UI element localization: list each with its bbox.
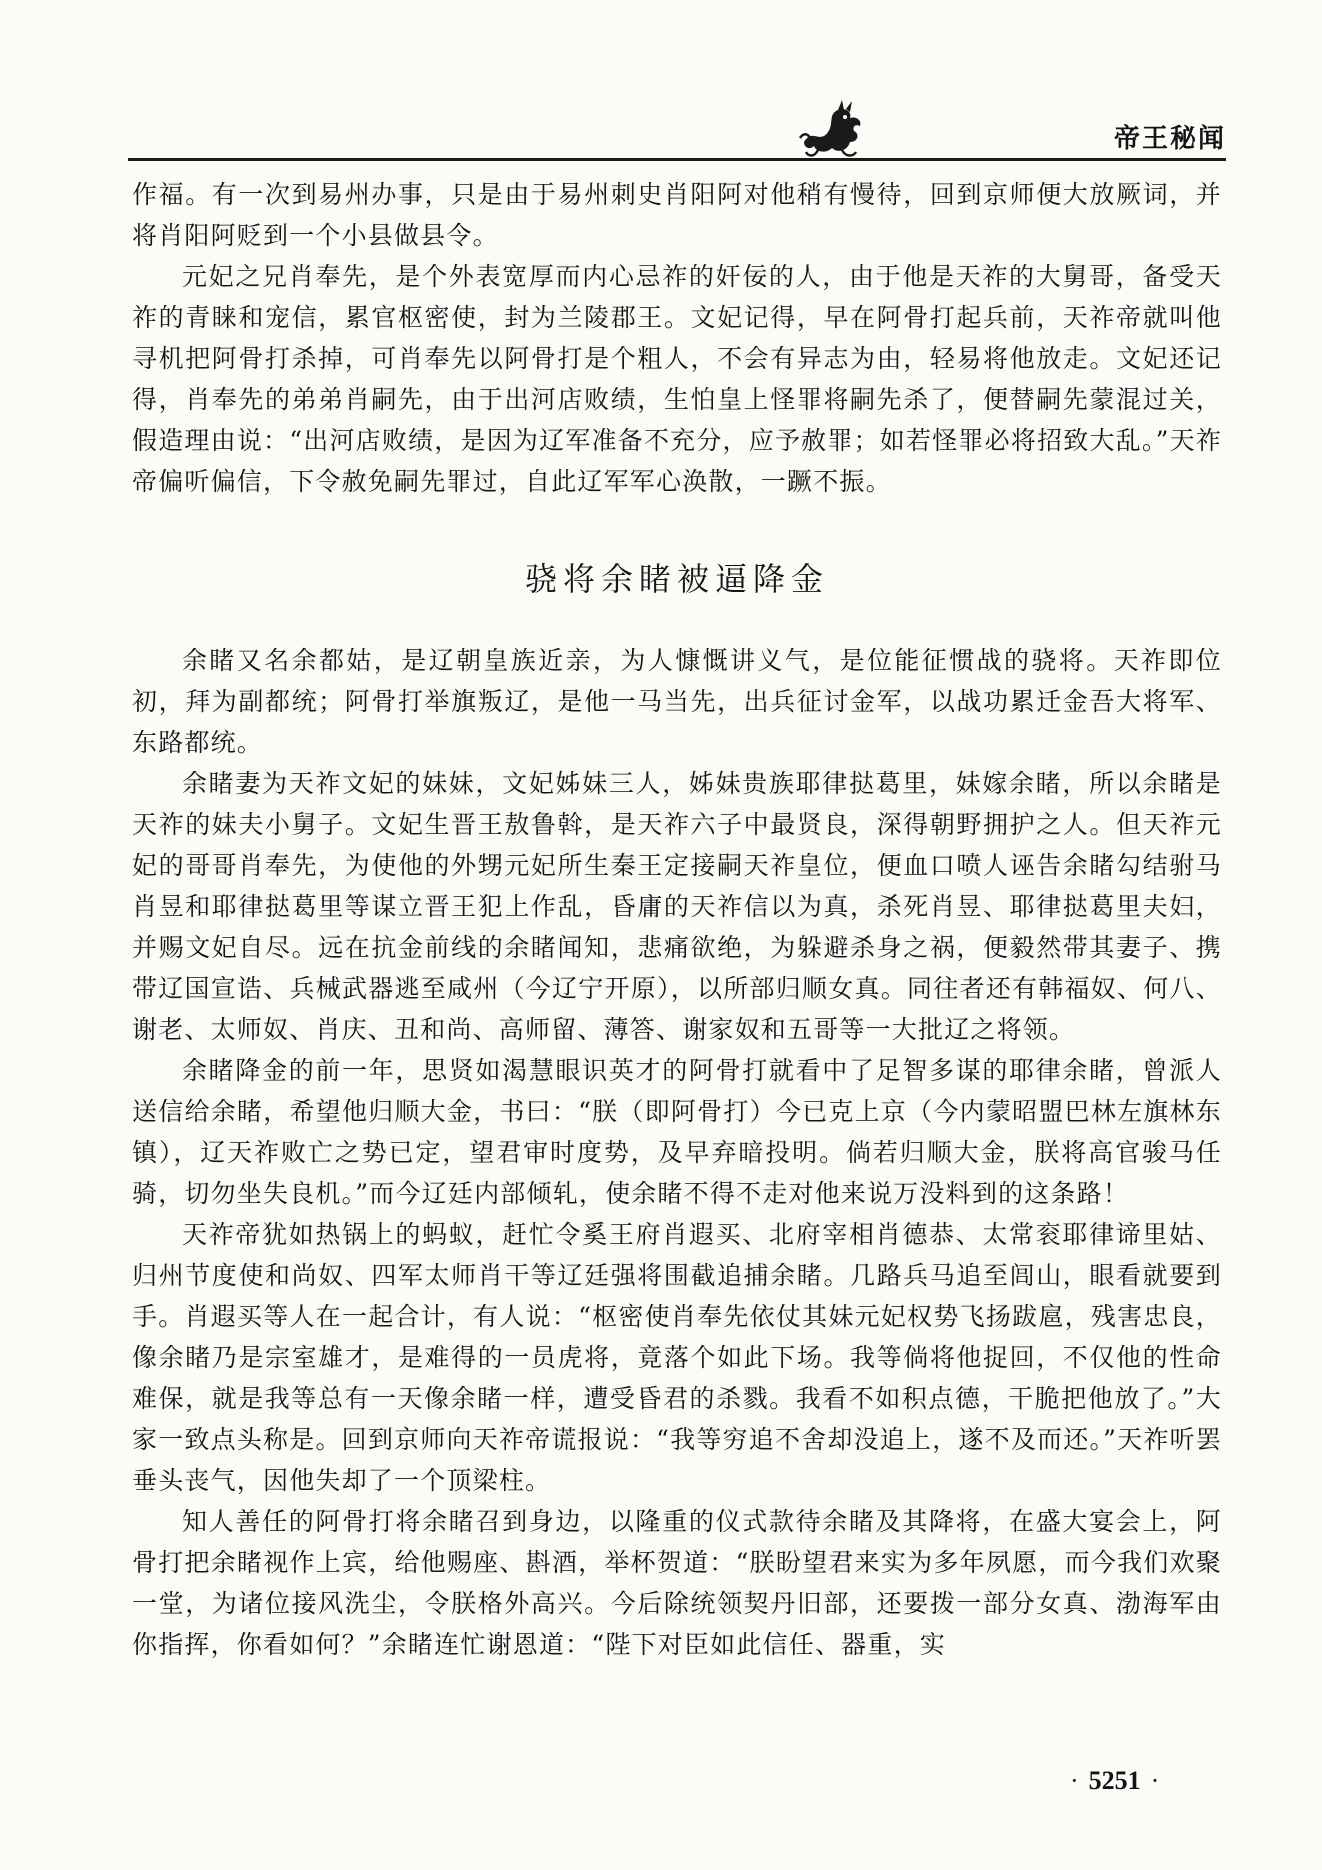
page-number-dot-left: · [1070,1766,1079,1795]
paragraph: 余睹妻为天祚文妃的妹妹，文妃姊妹三人，姊妹贵族耶律挞葛里，妹嫁余睹，所以余睹是 天祚的妹夫小舅子。文妃生晋王敖鲁斡，是天祚六子中最贤良，深得朝野拥护之人。但天祚元妃的哥哥肖奉先，为使他的外甥元妃所生秦王定接嗣天祚皇位，便血口喷人诬告余睹勾结驸马肖昱和耶律挞葛里等谋立晋王犯上作乱，昏庸的天祚信以为真，杀死肖昱、耶律挞葛里夫妇，并赐文妃自尽。远在抗金前线的余睹闻知，悲痛欲绝，为躲避杀身之祸，便毅然带其妻子、携带辽国宣诰、兵械武器逃至咸州（今辽宁开原），以所部归顺女真。同往者还有韩福奴、何八、谢老、太师奴、肖庆、丑和尚、高师留、薄答、谢家奴和五哥等一大批辽之将领。 [132,769,1222,1044]
page-number [1060,1766,1169,1796]
running-header [128,96,1226,164]
dragon-icon [798,98,868,160]
page-number-dot-right: · [1150,1766,1160,1795]
section-title: 骁将余睹被逼降金 [524,560,829,598]
header-title: 帝王秘闻 [1113,124,1226,154]
paragraph: 元妃之兄肖奉先，是个外表宽厚而内心忌祚的奸佞的人，由于他是天祚的大舅哥，备受天祚的青睐和宠信，累官枢密使，封为兰陵郡王。文妃记得，早在阿骨打起兵前，天祚帝就叫他寻机把阿骨打杀掉，可肖奉先以阿骨打是个粗人，不会有异志为由，轻易将他放走。文妃还记得，肖奉先的弟弟肖嗣先，由于出河店败绩，生怕皇上怪罪将嗣先杀了，便替嗣先蒙混过关，假造理由说：“出河店败绩，是因为辽军准备不充分，应予赦罪；如若怪罪必将招致大乱。”天祚帝偏听偏信，下令赦免嗣先罪过，自此辽军军心涣散，一蹶不振。 [132,262,1222,496]
paragraph: 余睹又名余都姑，是辽朝皇族近亲，为人慷慨讲义气，是位能征惯战的骁将。天祚即位初，拜为副都统；阿骨打举旗叛辽，是他一马当先，出兵征讨金军，以战功累迁金吾大将军、东路都统。 [132,646,1222,757]
paragraph: 余睹降金的前一年，思贤如渴慧眼识英才的阿骨打就看中了足智多谋的耶律余睹，曾派人送信给余睹，希望他归顺大金，书曰：“朕（即阿骨打）今已克上京（今内蒙昭盟巴林左旗林东镇），辽天祚败亡之势已定，望君审时度势，及早弃暗投明。倘若归顺大金，朕将高官骏马任骑，切勿坐失良机。”而今辽廷内部倾轧，使余睹不得不走对他来说万没料到的这条路！ [132,1056,1222,1208]
paragraph: 作福。有一次到易州办事，只是由于易州刺史肖阳阿对他稍有慢待，回到京师便大放厥词，并将肖阳阿贬到一个小县做县令。 [132,180,1222,250]
body-text [132,174,1222,1665]
page-number-value: 5251 [1088,1766,1141,1795]
paragraph: 知人善任的阿骨打将余睹召到身边，以隆重的仪式款待余睹及其降将，在盛大宴会上，阿骨打把余睹视作上宾，给他赐座、斟酒，举杯贺道：“朕盼望君来实为多年夙愿，而今我们欢聚一堂，为诸位接风洗尘，令朕格外高兴。今后除统领契丹旧部，还要拨一部分女真、渤海军由你指挥，你看如何？”余睹连忙谢恩道：“陛下对臣如此信任、器重，实 [132,1507,1222,1659]
paragraph: 天祚帝犹如热锅上的蚂蚁，赶忙令奚王府肖遐买、北府宰相肖德恭、太常衮耶律谛里姑、归州节度使和尚奴、四军太师肖干等辽廷强将围截追捕余睹。几路兵马追至闾山，眼看就要到手。肖遐买等人在一起合计，有人说：“枢密使肖奉先依仗其妹元妃权势飞扬跋扈，残害忠良，像余睹乃是宗室雄才，是难得的一员虎将，竟落个如此下场。我等倘将他捉回，不仅他的性命难保，就是我等总有一天像余睹一样，遭受昏君的杀戮。我看不如积点德，干脆把他放了。”大家一致点头称是。回到京师向天祚帝谎报说：“我等穷追不舍却没追上，遂不及而还。”天祚听罢垂头丧气，因他失却了一个顶梁柱。 [132,1220,1222,1495]
header-rule [128,158,1226,161]
